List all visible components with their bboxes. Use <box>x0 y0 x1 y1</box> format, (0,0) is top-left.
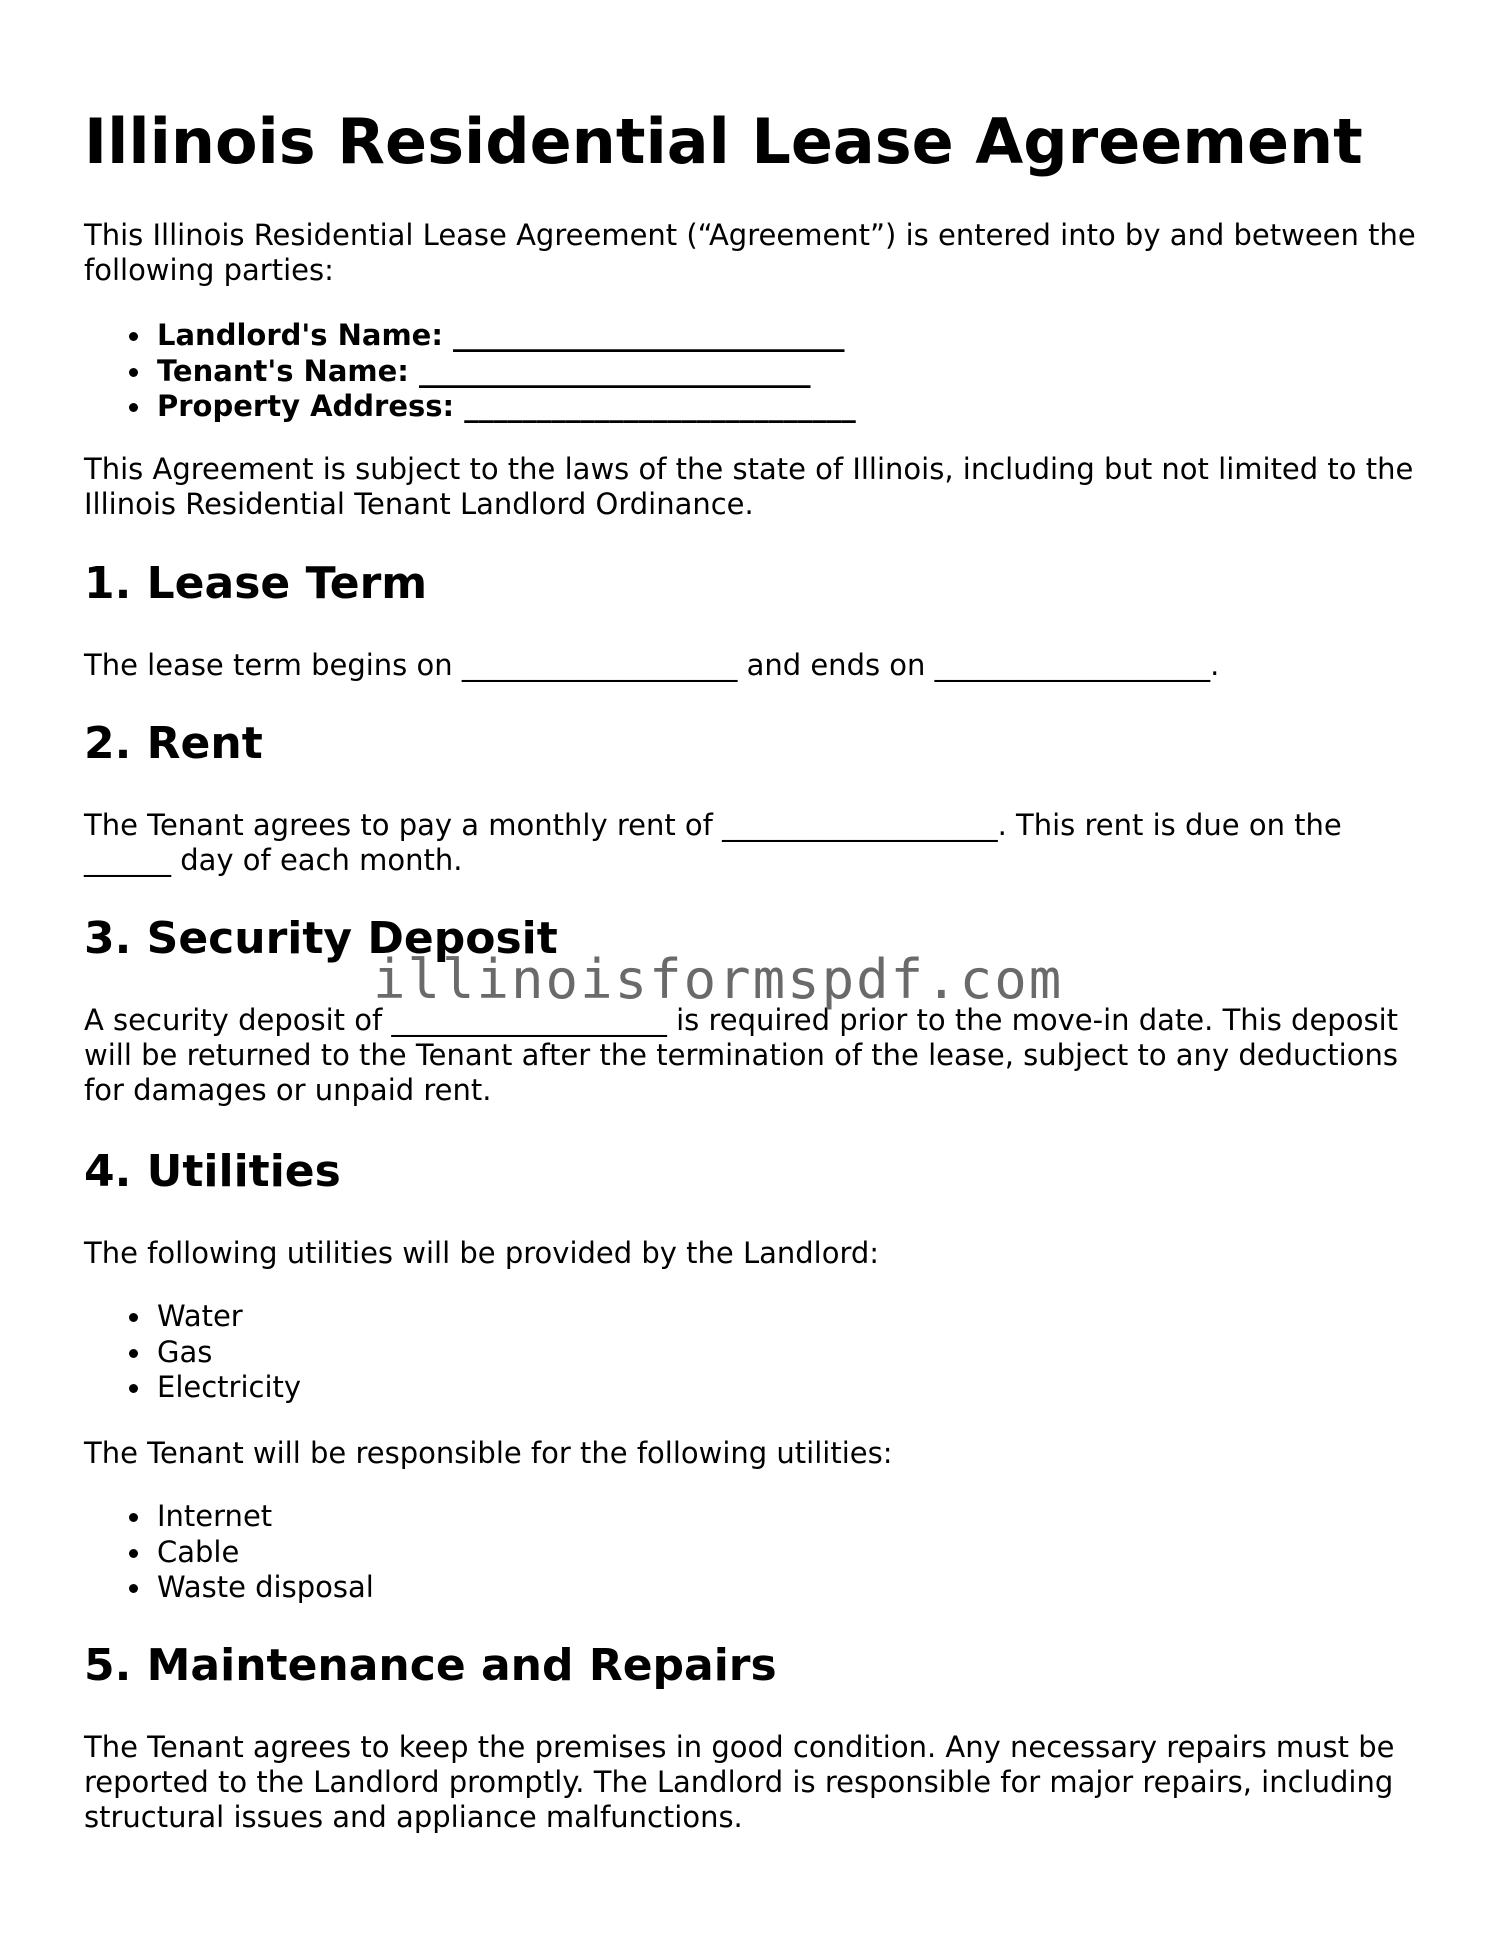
property-address-field: Property Address: ___________________________ <box>84 389 856 425</box>
section-heading-security-deposit: 3. Security Deposit <box>84 913 558 964</box>
parties-list <box>84 318 856 425</box>
landlord-utilities-list <box>84 1299 301 1406</box>
security-deposit-paragraph: A security deposit of ___________________ is required prior to the move-in date. This deposit will be returned to the Tenant after the termination of the lease, subject to any deductions for damages or unpaid rent. <box>84 1003 1398 1107</box>
landlord-utilities-intro: The following utilities will be provided by the Landlord: <box>84 1236 880 1270</box>
tenant-utilities-list <box>84 1499 374 1606</box>
watermark-text: illinoisformspdf.com <box>373 948 1064 1011</box>
list-item: Waste disposal <box>84 1570 374 1606</box>
list-item: Gas <box>84 1335 301 1371</box>
rent-paragraph: The Tenant agrees to pay a monthly rent of ___________________. This rent is due on the ______ day of each month. <box>84 808 1342 877</box>
section-heading-utilities: 4. Utilities <box>84 1146 341 1197</box>
list-item: Electricity <box>84 1370 301 1406</box>
list-item: Cable <box>84 1535 374 1571</box>
document-title: Illinois Residential Lease Agreement <box>84 105 1363 178</box>
list-item: Water <box>84 1299 301 1335</box>
section-heading-lease-term: 1. Lease Term <box>84 558 428 609</box>
tenant-utilities-intro: The Tenant will be responsible for the following utilities: <box>84 1436 893 1470</box>
list-item: Internet <box>84 1499 374 1535</box>
landlord-name-field: Landlord's Name: ___________________________ <box>84 318 856 354</box>
section-heading-rent: 2. Rent <box>84 718 263 769</box>
lease-term-paragraph: The lease term begins on ___________________ and ends on ___________________. <box>84 648 1220 682</box>
applicable-law-paragraph: This Agreement is subject to the laws of the state of Illinois, including but not limited to the Illinois Residential Tenant Landlord Ordinance. <box>84 452 1414 521</box>
maintenance-paragraph: The Tenant agrees to keep the premises in good condition. Any necessary repairs must be reported to the Landlord promptly. The Landlord is responsible for major repairs, including structural issues and appliance malfunctions. <box>84 1730 1395 1834</box>
intro-paragraph: This Illinois Residential Lease Agreement (“Agreement”) is entered into by and between the following parties: <box>84 218 1416 287</box>
tenant-name-field: Tenant's Name: ___________________________ <box>84 354 856 390</box>
section-heading-maintenance: 5. Maintenance and Repairs <box>84 1640 777 1691</box>
